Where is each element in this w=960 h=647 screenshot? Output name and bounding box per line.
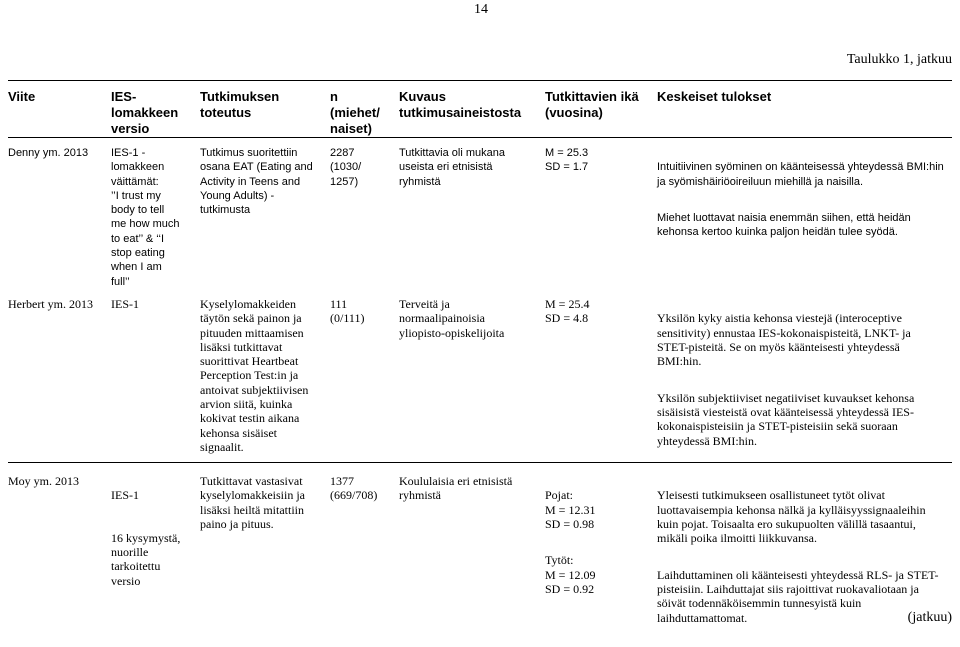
row1-n: 2287 (1030/ 1257): [330, 147, 362, 188]
row3-sample: Koululaisia eri etnisistä ryhmistä: [399, 474, 513, 503]
row3-ies: [111, 474, 180, 610]
row2-ies: IES-1: [111, 297, 139, 311]
row3-ref: Moy ym. 2013: [8, 474, 80, 488]
header-n: n (miehet/ naiset): [330, 89, 380, 136]
row1-ies: IES-1 - lomakkeen väittämät: ’’I trust my body to tell me how much to eat’’ & ‘‘I stop eating when I am full’’: [111, 147, 180, 288]
header-age: Tutkittavien ikä (vuosina): [545, 89, 639, 120]
row2-result-2: Yksilön subjektiiviset negatiiviset kuvaukset kehonsa sisäisistä viesteistä ovat käänteisessä yhteydessä IES- kokonaispisteisiin ja STET-pisteisiin sekä suoraan yhteydessä BMI:hin.: [657, 390, 915, 448]
row3-age-girls: Tytöt: M = 12.09 SD = 0.92: [545, 553, 596, 597]
header-results: Keskeiset tulokset: [657, 89, 772, 104]
row3-ies-2: 16 kysymystä, nuorille tarkoitettu versio: [111, 530, 181, 588]
row3-method: Tutkittavat vastasivat kyselylomakkeisiin ja lisäksi heiltä mitattiin paino ja pituus.: [200, 474, 305, 531]
row2-ref: Herbert ym. 2013: [8, 297, 93, 311]
row3-n: 1377 (669/708): [330, 474, 378, 503]
row3-ies-1: IES-1: [111, 488, 139, 503]
header-ies: IES- lomakkeen versio: [111, 89, 179, 136]
row2-result-1: Yksilön kyky aistia kehonsa viestejä (interoceptive sensitivity) ennustaa IES-kokonaispisteitä, LNKT- ja STET-pisteitä. Se on myös käänteisesti yhteydessä BMI:hin.: [657, 311, 911, 369]
row3-result-1: Yleisesti tutkimukseen osallistuneet tytöt olivat luottavaisempia kehonsa nälkä ja kylläisyyssignaaleihin kuin pojat. Toisaalta ero sukupuolten välillä tasaantui, mikäli poika ilmoitti liikkuvansa.: [657, 488, 926, 546]
header-method: Tutkimuksen toteutus: [200, 89, 280, 120]
row3-results: [657, 474, 939, 647]
row3-result-2: Laihduttaminen oli käänteisesti yhteydessä RLS- ja STET- pisteisiin. Laihduttajat siis rajoittivat ruokavaliotaan ja söivät todennäköisemmin tunnesyistä kuin laihduttamattomat.: [657, 567, 939, 625]
row2-n: 111 (0/111): [330, 297, 365, 326]
row3-age-boys: Pojat: M = 12.31 SD = 0.98: [545, 488, 596, 531]
page-number: 14: [474, 2, 488, 17]
header-rule: [8, 137, 952, 138]
header-sample: Kuvaus tutkimusaineistosta: [399, 89, 522, 120]
row1-sample: Tutkittavia oli mukana useista eri etnisistä ryhmistä: [399, 147, 505, 188]
row2-method: Kyselylomakkeiden täytön sekä painon ja pituuden mittaamisen lisäksi tutkittavat suorittivat Heartbeat Perception Test:in ja antoivat subjektiivisen arvion siitä, kuinka kokivat testin aikana kehonsa sisäiset signaalit.: [200, 297, 309, 454]
header-ref: Viite: [8, 89, 36, 104]
row1-result-2: Miehet luottavat naisia enemmän siihen, että heidän kehonsa kertoo kuinka paljon heidän tulee syödä.: [657, 212, 911, 239]
row2-sample: Terveitä ja normaalipainoisia yliopisto-opiskelijoita: [399, 297, 505, 340]
continued-note: (jatkuu): [907, 610, 952, 625]
row1-ref: Denny ym. 2013: [8, 147, 89, 159]
row1-results: [657, 146, 944, 262]
row1-method: Tutkimus suoritettiin osana EAT (Eating and Activity in Teens and Young Adults) - tutkimusta: [200, 147, 313, 217]
row1-age: M = 25.3 SD = 1.7: [545, 147, 589, 174]
row1-result-1: Intuitiivinen syöminen on käänteisessä yhteydessä BMI:hin ja syömishäiriöoireiluun miehillä ja naisilla.: [657, 161, 944, 188]
top-rule: [8, 80, 952, 81]
table-caption: Taulukko 1, jatkuu: [846, 52, 952, 67]
row3-age: [545, 474, 595, 619]
row2-age: M = 25.4 SD = 4.8: [545, 297, 590, 326]
row2-results: [657, 297, 914, 470]
